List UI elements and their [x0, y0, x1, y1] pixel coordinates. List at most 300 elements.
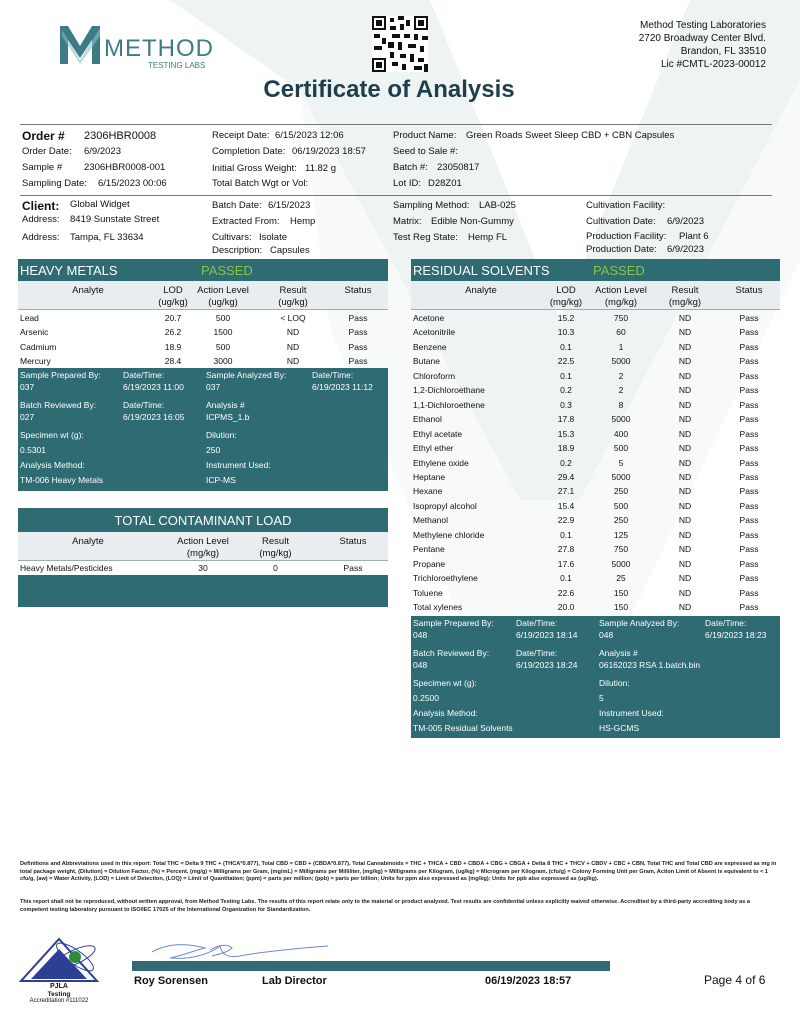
lab-address-block — [639, 19, 766, 71]
cell-status: Pass — [739, 313, 759, 323]
page-total: 6 — [758, 973, 766, 987]
completion-value: 06/19/2023 18:57 — [292, 146, 366, 157]
client-value: Global Widget — [70, 199, 130, 210]
cell-action: 750 — [613, 544, 629, 555]
cell-status: Pass — [739, 500, 759, 511]
total-contaminant-title: TOTAL CONTAMINANT LOAD — [114, 513, 292, 528]
production-facility: Plant 6 — [679, 231, 709, 242]
cell-analyte: Heavy Metals/Pesticides — [20, 563, 113, 573]
description-value: Capsules — [270, 245, 310, 256]
residual-solvents-title: RESIDUAL SOLVENTS — [413, 263, 550, 278]
col-status: Status — [344, 285, 372, 296]
pjla-name: PJLA — [50, 983, 68, 990]
table-row — [18, 325, 388, 340]
heavy-metals-col-headers — [18, 281, 388, 310]
col-result: Result (mg/kg) — [259, 536, 292, 559]
info-date3-label: Date/Time: — [123, 400, 165, 410]
info-reviewed-by-label: Batch Reviewed By: — [413, 648, 490, 658]
total-contaminant-footer — [18, 575, 388, 607]
cell-analyte: Ethyl acetate — [413, 428, 463, 439]
cell-action: 1 — [618, 341, 624, 352]
table-row — [411, 441, 780, 456]
cell-status: Pass — [739, 385, 759, 396]
cell-lod: 22.5 — [557, 356, 575, 367]
cell-result: 0 — [273, 563, 278, 573]
production-facility-label: Production Facility: — [586, 231, 667, 242]
cell-status: Pass — [739, 370, 759, 381]
cell-analyte: Total xylenes — [413, 602, 463, 612]
cell-lod: 0.2 — [560, 385, 572, 396]
client-label: Client: — [22, 199, 60, 213]
info-analysis: ICPMS_1.b — [206, 412, 250, 422]
cell-lod: 0.3 — [560, 399, 572, 410]
table-row — [411, 499, 780, 514]
cell-result: ND — [678, 356, 692, 367]
cell-result: ND — [678, 515, 692, 526]
lot-value: D28Z01 — [428, 178, 462, 189]
info-method: TM-006 Heavy Metals — [20, 475, 104, 485]
cell-lod: 0.1 — [560, 529, 572, 540]
cell-result: ND — [678, 399, 692, 410]
cell-action: 8 — [618, 399, 624, 410]
info-analyzed-by-label: Sample Analyzed By: — [599, 618, 680, 628]
cell-status: Pass — [739, 529, 759, 540]
cell-status: Pass — [348, 341, 368, 352]
lab-license: Lic #CMTL-2023-00012 — [660, 59, 766, 70]
cell-result: ND — [678, 471, 692, 482]
cell-status: Pass — [739, 486, 759, 497]
cell-lod: 0.1 — [560, 573, 572, 584]
info-specimen: 0.5301 — [20, 445, 46, 455]
cell-status: Pass — [739, 457, 759, 468]
cell-status: Pass — [739, 587, 759, 598]
cell-analyte: Methanol — [413, 515, 448, 526]
cell-action: 250 — [613, 486, 629, 497]
table-row — [411, 412, 780, 427]
cell-action: 500 — [215, 313, 231, 323]
cell-status: Pass — [348, 313, 368, 323]
page-current: 4 — [735, 973, 743, 987]
cell-status: Pass — [739, 443, 759, 454]
table-row — [411, 325, 780, 340]
cell-action: 1500 — [213, 327, 233, 338]
cell-action: 60 — [616, 327, 626, 338]
cell-action: 5000 — [611, 558, 631, 569]
cell-result: ND — [678, 500, 692, 511]
table-row — [411, 383, 780, 398]
col-action: Action Level (mg/kg) — [595, 285, 647, 308]
table-row — [18, 311, 388, 326]
qr-code — [372, 16, 428, 72]
info-prepared-by: 037 — [20, 382, 35, 392]
info-dilution-label: Dilution: — [206, 430, 237, 440]
definitions-text: Definitions and Abbreviations used in this report: Total THC = Delta 9 THC + (THCA*0.877), Total CBD = CBD + (CBDA*0.877), Total Cannabinoids = THC + THCA + CBD + CBDA + CBG + CBGA + Delta 8 THC + THCV + CBDV + CBC + CBN, Total THC and Total CBD are expressed as mg in total package weight, (Dilution) = Dilution Factor, (%) = Percent, (mg/g) = Milligrams per Gram, (mg/mL) = Milligrams per Milliliter, (mg/kg) = Milligrams per Kilogram, (ug/kg) = Microgram per Kilogram, (cfu/g) = Colony Forming Unit per Gram, Action Limit of Absent is equivalent to < 1 cfu/g, (aw) = Water Activity, (LOD) = Limit of Detection, (LOQ) = Limit of Quantitation; (ppm) = parts per million; (ppb) = parts per billion; Units for ppm also expressed as (mg/kg); Units for ppb also expressed as (ug/kg). — [20, 861, 777, 883]
info-method-label: Analysis Method: — [413, 708, 478, 718]
order-date-label: Order Date: — [22, 146, 72, 157]
disclaimer-text: This report shall not be reproduced, without written approval, from Method Testing Labs. The results of this report relate only to the material or product analyzed. Test results are confidential unless explicitly waived otherwise. Accredited by a third-party accrediting body as a competent testing laboratory pursuant to ISO/IEC 17025 of the International Organization for Standardization. — [20, 899, 751, 913]
cell-action: 125 — [613, 529, 629, 540]
cell-analyte: 1,2-Dichloroethane — [413, 385, 485, 396]
cell-status: Pass — [739, 558, 759, 569]
table-row — [411, 542, 780, 557]
cell-result: ND — [678, 587, 692, 598]
table-row — [411, 586, 780, 601]
info-reviewed-by-label: Batch Reviewed By: — [20, 400, 97, 410]
col-action: Action Level (mg/kg) — [177, 536, 229, 559]
cell-analyte: Chloroform — [413, 370, 456, 381]
table-row — [411, 369, 780, 384]
cell-result: ND — [678, 573, 692, 584]
cell-action: 5000 — [611, 414, 631, 425]
cell-action: 5000 — [611, 471, 631, 482]
cell-result: ND — [678, 544, 692, 555]
order-value: 2306HBR0008 — [84, 130, 157, 142]
cell-analyte: Pentane — [413, 544, 445, 555]
cell-result: ND — [286, 327, 300, 338]
table-row — [411, 513, 780, 528]
cell-status: Pass — [348, 327, 368, 338]
sampling-method-label: Sampling Method: — [393, 200, 470, 211]
cell-lod: 10.3 — [557, 327, 575, 338]
cell-status: Pass — [739, 544, 759, 555]
batch-label: Batch #: — [393, 162, 428, 173]
cell-status: Pass — [739, 515, 759, 526]
total-contaminant-header — [18, 508, 388, 532]
cell-analyte: Ethylene oxide — [413, 457, 469, 468]
cell-status: Pass — [739, 356, 759, 367]
cell-status: Pass — [739, 602, 759, 612]
pjla-seal-icon — [17, 935, 101, 983]
col-analyte: Analyte — [72, 536, 104, 547]
cell-status: Pass — [739, 428, 759, 439]
info-date1: 6/19/2023 18:14 — [516, 630, 578, 640]
address-label: Address: — [22, 214, 60, 225]
info-prepared-by-label: Sample Prepared By: — [20, 370, 101, 380]
info-date3: 6/19/2023 18:24 — [516, 660, 578, 670]
batch-wgt-label: Total Batch Wgt or Vol: — [212, 178, 309, 189]
production-date: 6/9/2023 — [667, 244, 704, 255]
info-analyzed-by: 037 — [206, 382, 221, 392]
table-row — [18, 561, 388, 576]
sampling-date: 6/15/2023 00:06 — [98, 178, 167, 189]
cell-action: 150 — [613, 602, 629, 612]
cell-result: ND — [678, 385, 692, 396]
info-prepared-by-label: Sample Prepared By: — [413, 618, 494, 628]
cell-action: 500 — [613, 443, 629, 454]
table-row — [411, 470, 780, 485]
cell-action: 2 — [618, 370, 624, 381]
cell-status: Pass — [343, 563, 363, 573]
table-row — [411, 398, 780, 413]
extracted-value: Hemp — [290, 216, 316, 227]
sample-value: 2306HBR0008-001 — [84, 162, 166, 173]
col-status: Status — [339, 536, 367, 547]
address-line2: Tampa, FL 33634 — [70, 232, 144, 243]
cell-lod: 17.6 — [557, 558, 575, 569]
cell-lod: 26.2 — [164, 327, 182, 338]
logo-text: METHOD — [104, 35, 214, 62]
test-reg-label: Test Reg State: — [393, 232, 458, 243]
page-label: Page — [704, 973, 733, 987]
info-date2: 6/19/2023 18:23 — [705, 630, 767, 640]
cell-result: < LOQ — [280, 313, 306, 323]
cell-lod: 20.0 — [557, 602, 575, 612]
cultivars-label: Cultivars: — [212, 232, 252, 243]
cell-action: 25 — [616, 573, 626, 584]
info-analysis-label: Analysis # — [206, 400, 245, 410]
product-value: Green Roads Sweet Sleep CBD + CBN Capsules — [466, 130, 675, 141]
cell-status: Pass — [739, 573, 759, 584]
info-specimen: 0.2500 — [413, 693, 439, 703]
col-lod: LOD (ug/kg) — [158, 285, 188, 308]
info-dilution: 5 — [599, 693, 604, 703]
cell-analyte: Mercury — [20, 355, 51, 366]
info-date3-label: Date/Time: — [516, 648, 558, 658]
signed-date: 06/19/2023 18:57 — [485, 975, 572, 987]
cell-action: 5 — [618, 457, 624, 468]
client-block — [0, 196, 800, 258]
page-title: Certificate of Analysis — [263, 76, 515, 103]
col-analyte: Analyte — [465, 285, 497, 296]
cell-status: Pass — [739, 327, 759, 338]
info-date1-label: Date/Time: — [516, 618, 558, 628]
info-date2-label: Date/Time: — [705, 618, 747, 628]
divider — [20, 124, 772, 125]
sample-label: Sample # — [22, 162, 63, 173]
cell-result: ND — [678, 457, 692, 468]
lab-name: Method Testing Laboratories — [639, 20, 766, 31]
cell-analyte: Benzene — [413, 341, 447, 352]
cell-action: 500 — [215, 341, 231, 352]
info-date1: 6/19/2023 11:00 — [123, 382, 184, 392]
batch-value: 23050817 — [437, 162, 480, 173]
table-row — [411, 484, 780, 499]
cell-lod: 0.1 — [560, 341, 572, 352]
residual-solvents-header — [411, 259, 780, 281]
cell-action: 150 — [613, 587, 629, 598]
cell-status: Pass — [739, 414, 759, 425]
cell-action: 400 — [613, 428, 629, 439]
cell-result: ND — [678, 486, 692, 497]
cell-analyte: Arsenic — [20, 327, 49, 338]
cell-analyte: Butane — [413, 356, 440, 367]
matrix-label: Matrix: — [393, 216, 422, 227]
cell-analyte: Ethyl ether — [413, 443, 454, 454]
signer-role: Lab Director — [262, 975, 327, 987]
cell-lod: 15.2 — [557, 313, 575, 323]
info-date3: 6/19/2023 16:05 — [123, 412, 185, 422]
cell-status: Pass — [348, 355, 368, 366]
cell-analyte: Trichloroethylene — [413, 573, 478, 584]
table-row — [18, 354, 388, 369]
col-result: Result (ug/kg) — [278, 285, 308, 308]
heavy-metals-status: PASSED — [201, 263, 253, 278]
info-date1-label: Date/Time: — [123, 370, 165, 380]
cell-lod: 18.9 — [557, 443, 575, 454]
info-dilution: 250 — [206, 445, 221, 455]
description-label: Description: — [212, 245, 263, 256]
sampling-method: LAB-025 — [479, 200, 516, 211]
order-label: Order # — [22, 129, 65, 143]
table-row — [411, 340, 780, 355]
table-row — [411, 354, 780, 369]
page-number — [704, 973, 765, 987]
total-contaminant-col-headers — [18, 532, 388, 561]
cell-lod: 0.1 — [560, 370, 572, 381]
info-prepared-by: 048 — [413, 630, 428, 640]
receipt-label: Receipt Date: — [212, 130, 270, 141]
address-label-2: Address: — [22, 232, 60, 243]
info-reviewed-by: 027 — [20, 412, 35, 422]
cell-lod: 15.3 — [557, 428, 575, 439]
lab-address-line2: Brandon, FL 33510 — [680, 46, 766, 57]
cell-status: Pass — [739, 399, 759, 410]
table-row — [18, 340, 388, 355]
pjla-testing: Testing — [47, 991, 71, 998]
col-status: Status — [735, 285, 763, 296]
cell-analyte: Acetone — [413, 313, 445, 323]
table-row — [411, 600, 780, 615]
pjla-logo — [17, 935, 101, 1007]
cultivation-date-label: Cultivation Date: — [586, 216, 656, 227]
heavy-metals-header — [18, 259, 388, 281]
cell-analyte: Heptane — [413, 471, 446, 482]
cell-lod: 20.7 — [164, 313, 182, 323]
cell-analyte: Hexane — [413, 486, 443, 497]
cell-action: 5000 — [611, 356, 631, 367]
table-row — [411, 528, 780, 543]
cell-analyte: Lead — [20, 313, 39, 323]
info-reviewed-by: 048 — [413, 660, 428, 670]
col-lod: LOD (mg/kg) — [549, 285, 583, 308]
cell-analyte: Cadmium — [20, 341, 57, 352]
residual-solvents-col-headers — [411, 281, 780, 310]
cell-action: 750 — [613, 313, 629, 323]
order-date: 6/9/2023 — [84, 146, 121, 157]
cell-action: 250 — [613, 515, 629, 526]
pjla-accreditation: Accreditation #111022 — [29, 998, 89, 1004]
info-specimen-label: Specimen wt (g): — [413, 678, 477, 688]
cell-action: 3000 — [213, 355, 233, 366]
cell-result: ND — [678, 313, 692, 323]
batch-date-label: Batch Date: — [212, 200, 262, 211]
cell-result: ND — [678, 414, 692, 425]
cell-analyte: Toluene — [413, 587, 443, 598]
product-label: Product Name: — [393, 130, 457, 141]
page-of: of — [745, 973, 756, 987]
cell-result: ND — [678, 443, 692, 454]
cell-analyte: Methylene chloride — [413, 529, 485, 540]
cell-status: Pass — [739, 471, 759, 482]
cell-result: ND — [678, 602, 692, 612]
cell-lod: 15.4 — [557, 500, 575, 511]
cell-lod: 18.9 — [164, 341, 182, 352]
lab-address-line1: 2720 Broadway Center Blvd. — [638, 33, 766, 44]
info-analysis-label: Analysis # — [599, 648, 638, 658]
info-instrument-label: Instrument Used: — [599, 708, 664, 718]
order-block — [0, 126, 800, 196]
cell-result: ND — [286, 341, 300, 352]
cultivars-value: Isolate — [259, 232, 287, 243]
production-date-label: Production Date: — [586, 244, 657, 255]
cell-analyte: Isopropyl alcohol — [413, 500, 477, 511]
cell-result: ND — [678, 341, 692, 352]
heavy-metals-info — [18, 368, 388, 491]
info-instrument: ICP-MS — [206, 475, 236, 485]
gross-weight-label: Initial Gross Weight: — [212, 163, 297, 174]
col-result: Result (mg/kg) — [668, 285, 702, 308]
info-analyzed-by-label: Sample Analyzed By: — [206, 370, 287, 380]
address-line1: 8419 Sunstate Street — [70, 214, 160, 225]
cell-analyte: Acetonitrile — [413, 327, 456, 338]
cell-analyte: Ethanol — [413, 414, 442, 425]
residual-solvents-info — [411, 616, 780, 738]
receipt-value: 6/15/2023 12:06 — [275, 130, 344, 141]
cell-result: ND — [678, 370, 692, 381]
info-dilution-label: Dilution: — [599, 678, 630, 688]
logo-subtext: TESTING LABS — [148, 61, 206, 70]
gross-weight-value: 11.82 g — [305, 163, 336, 174]
info-instrument-label: Instrument Used: — [206, 460, 271, 470]
cell-result: ND — [678, 529, 692, 540]
lot-label: Lot ID: — [393, 178, 421, 189]
cell-result: ND — [678, 428, 692, 439]
batch-date: 6/15/2023 — [268, 200, 311, 211]
cell-action: 30 — [198, 563, 208, 573]
signature-bar — [132, 961, 610, 971]
table-row — [411, 557, 780, 572]
table-row — [411, 311, 780, 326]
cell-lod: 28.4 — [164, 355, 182, 366]
table-row — [411, 456, 780, 471]
info-date2-label: Date/Time: — [312, 370, 354, 380]
cell-lod: 27.1 — [557, 486, 575, 497]
col-action: Action Level (ug/kg) — [197, 285, 249, 308]
table-row — [411, 427, 780, 442]
table-row — [411, 571, 780, 586]
lab-logo — [60, 20, 214, 70]
seed-label: Seed to Sale #: — [393, 146, 458, 157]
cell-lod: 27.8 — [557, 544, 575, 555]
cell-result: ND — [678, 558, 692, 569]
col-analyte: Analyte — [72, 285, 104, 296]
logo-m-icon — [60, 22, 108, 66]
cell-action: 500 — [613, 500, 629, 511]
cell-action: 2 — [618, 385, 624, 396]
cell-lod: 29.4 — [557, 471, 575, 482]
cell-result: ND — [678, 327, 692, 338]
signer-name: Roy Sorensen — [134, 975, 208, 987]
info-specimen-label: Specimen wt (g): — [20, 430, 84, 440]
sampling-date-label: Sampling Date: — [22, 178, 87, 189]
cell-result: ND — [286, 355, 300, 366]
info-date2: 6/19/2023 11:12 — [312, 382, 373, 392]
info-instrument: HS-GCMS — [599, 723, 640, 733]
info-method: TM-005 Residual Solvents — [413, 723, 513, 733]
matrix-value: Edible Non-Gummy — [431, 216, 514, 227]
extracted-label: Extracted From: — [212, 216, 280, 227]
info-analyzed-by: 048 — [599, 630, 614, 640]
cell-analyte: Propane — [413, 558, 446, 569]
cell-status: Pass — [739, 341, 759, 352]
residual-solvents-status: PASSED — [593, 263, 645, 278]
cell-lod: 22.9 — [557, 515, 575, 526]
cell-lod: 0.2 — [560, 457, 572, 468]
heavy-metals-title: HEAVY METALS — [20, 263, 118, 278]
info-method-label: Analysis Method: — [20, 460, 85, 470]
cell-analyte: 1,1-Dichloroethene — [413, 399, 485, 410]
cultivation-facility-label: Cultivation Facility: — [586, 200, 666, 211]
